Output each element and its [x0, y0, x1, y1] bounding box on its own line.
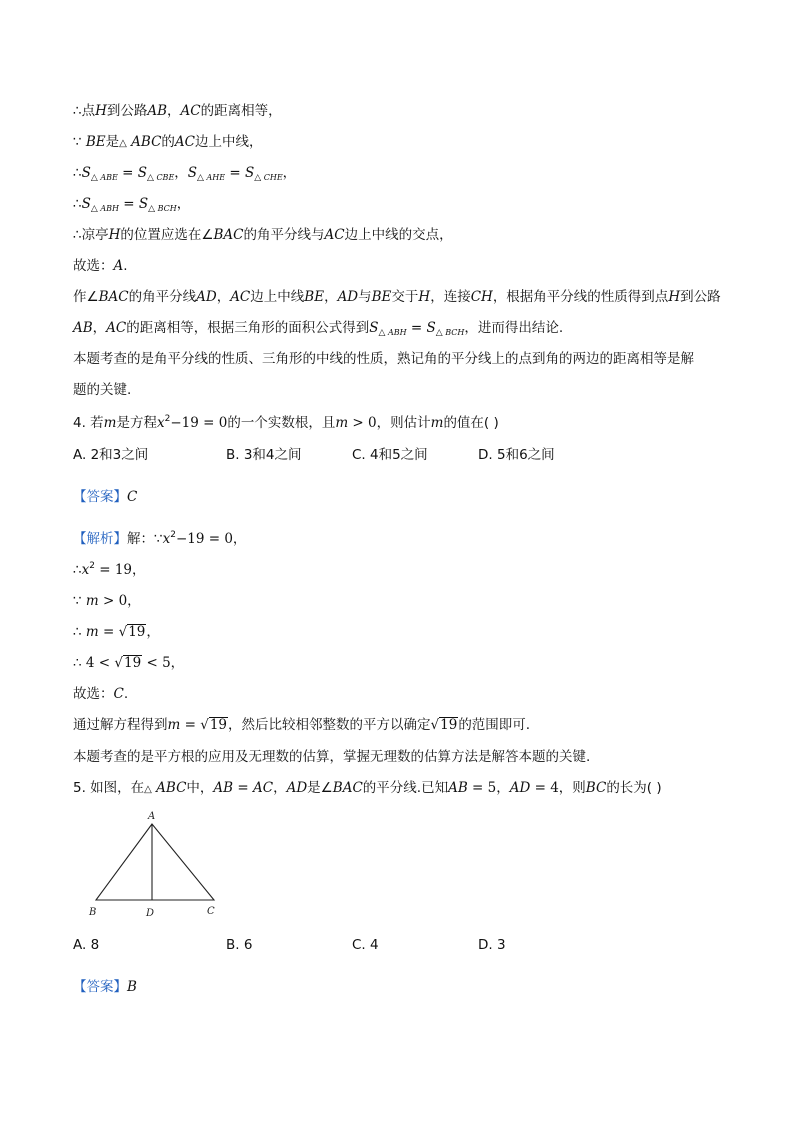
option-c[interactable]: C. 4 [352, 937, 379, 953]
answer-5 [73, 978, 137, 996]
text-line [73, 592, 141, 610]
math: BE [371, 289, 392, 305]
math: CH [470, 289, 493, 305]
text: ∴凉亭 [73, 227, 109, 243]
text: 是方程 [116, 415, 157, 431]
label-c: C [207, 906, 215, 917]
math: AC [324, 227, 345, 243]
text: ，连接 [430, 289, 471, 305]
text-line: 本题考查的是角平分线的性质、三角形的中线的性质，熟记角的平分线上的点到角的两边的距离相等是解 [73, 351, 694, 367]
math: H [108, 227, 121, 243]
math: S [81, 196, 91, 212]
text: ∴ [73, 624, 86, 640]
math: AB [147, 103, 168, 119]
text: ，根据角平分线的性质得到点 [492, 289, 669, 305]
option-d[interactable]: D. 5和6之间 [478, 447, 555, 463]
math: x [162, 531, 171, 547]
math: = [233, 780, 253, 796]
superscript: 2 [89, 561, 95, 571]
math: BAC [332, 780, 363, 796]
math: m [430, 415, 444, 431]
math: S [187, 165, 198, 181]
text: 到公路 [680, 289, 721, 305]
text: 的一个实数根，且 [227, 415, 336, 431]
text-line [73, 257, 128, 275]
math: AB [73, 320, 93, 336]
answer-tag: 【答案】 [73, 979, 127, 995]
math: BAC [98, 289, 129, 305]
math: AC [174, 134, 196, 150]
math: = 19， [94, 562, 146, 578]
math: m [335, 415, 349, 431]
math: H [418, 289, 431, 305]
subscript: BCH [445, 328, 465, 337]
text: 的位置应选在∠ [120, 227, 214, 243]
answer-tag: 【答案】 [73, 489, 127, 505]
text: . [123, 686, 129, 702]
sqrt-symbol: √ [430, 717, 440, 733]
text: ， [324, 289, 338, 305]
text: 4. 若 [73, 415, 104, 431]
answer-value: B [127, 979, 137, 995]
sqrt-symbol: √ [118, 624, 128, 640]
option-a[interactable]: A. 2和3之间 [73, 447, 149, 463]
text-line [73, 623, 160, 641]
text: ， [146, 624, 160, 640]
label-b: B [89, 907, 97, 918]
math: < 5， [142, 655, 185, 671]
subscript: ABH [100, 204, 119, 213]
radicand: 19 [123, 655, 142, 671]
math: BC [585, 780, 607, 796]
question-4-options [73, 446, 633, 464]
text: ，进而得出结论. [464, 320, 564, 336]
text-line [73, 102, 282, 120]
text: 故选： [73, 258, 114, 274]
math: BAC [213, 227, 244, 243]
text-line: 题的关键. [73, 382, 132, 398]
text-line [73, 288, 721, 306]
math: x [81, 562, 90, 578]
text: ， [216, 289, 231, 305]
math: = [180, 717, 201, 733]
math: H [95, 103, 107, 119]
text: 到公路 [106, 103, 148, 119]
text: 解：∵ [127, 531, 163, 547]
text: = [117, 165, 138, 181]
triangle-symbol: △ [119, 138, 127, 149]
triangle-figure [84, 806, 224, 922]
math: > 0 [348, 415, 377, 431]
option-b[interactable]: B. 3和4之间 [226, 447, 302, 463]
math: = 4，则 [530, 780, 586, 796]
math: AB [448, 780, 468, 796]
text: ∴ [73, 165, 82, 181]
triangle-symbol: △ [197, 173, 204, 183]
radicand: 19 [440, 717, 458, 733]
subscript: CHE [263, 173, 283, 182]
math: S [138, 196, 149, 212]
subscript: AHE [206, 173, 226, 182]
text-line [73, 319, 563, 339]
math: AC [106, 320, 127, 336]
math: BE [304, 289, 325, 305]
text: ∴ [73, 196, 82, 212]
explanation-header [73, 530, 246, 550]
radicand: 19 [209, 717, 228, 733]
text-line: 本题考查的是平方根的应用及无理数的估算，掌握无理数的估算方法是解答本题的关键. [73, 749, 591, 765]
text: 边上中线的交点， [344, 227, 453, 243]
text-line [73, 195, 190, 215]
text: ，则估计 [376, 415, 431, 431]
math: −19 = 0 [170, 415, 228, 431]
sqrt-symbol: √ [114, 655, 123, 671]
math: −19 = 0， [175, 531, 247, 547]
text-line [73, 226, 453, 244]
math: AD [286, 780, 308, 796]
triangle-symbol: △ [144, 784, 152, 795]
text-line [73, 654, 184, 672]
triangle-symbol: △ [146, 173, 154, 183]
text: . [123, 258, 128, 274]
text: 的角平分线 [128, 289, 197, 305]
math: AD [509, 780, 531, 796]
math: S [369, 320, 379, 336]
text: ， [174, 165, 188, 181]
triangle-symbol: △ [90, 204, 98, 214]
math: = 5， [467, 780, 510, 796]
superscript: 2 [164, 414, 171, 424]
math: m [103, 415, 117, 431]
text: 边上中线 [250, 289, 305, 305]
text-line [73, 133, 263, 153]
sqrt-symbol: √ [200, 717, 209, 733]
math: AB [213, 780, 234, 796]
text-line [73, 561, 146, 581]
text: 故选： [73, 686, 114, 702]
text: ， [282, 165, 297, 181]
text: 的范围即可. [458, 717, 531, 733]
triangle-symbol: △ [378, 328, 386, 338]
subscript: ABH [387, 328, 407, 337]
text: ， [176, 196, 191, 212]
text: ∵ [73, 593, 86, 609]
math: ABC [131, 134, 162, 150]
text-line [73, 716, 530, 734]
option-c[interactable]: C. 4和5之间 [352, 447, 428, 463]
subscript: BCH [157, 204, 177, 213]
triangle-abc [96, 824, 214, 900]
text: 的值在( ) [443, 415, 499, 431]
math: AC [230, 289, 251, 305]
answer-4 [73, 488, 137, 506]
text: ， [92, 320, 107, 336]
text: 是∠ [307, 780, 333, 796]
math: m [85, 624, 99, 640]
text: 中， [186, 780, 214, 796]
math: S [245, 165, 255, 181]
text: 的平分线.已知 [362, 780, 449, 796]
option-d[interactable]: D. 3 [478, 937, 506, 953]
text: ， [167, 103, 181, 119]
text-line [73, 685, 128, 703]
text: 的长为( ) [606, 780, 662, 796]
option-a[interactable]: A. 8 [73, 937, 100, 953]
math: C [113, 686, 124, 702]
text: 与 [358, 289, 372, 305]
triangle-symbol: △ [254, 173, 262, 183]
triangle-symbol: △ [148, 204, 156, 214]
text: ，然后比较相邻整数的平方以确定 [228, 717, 431, 733]
text: 交于 [391, 289, 419, 305]
text: 通过解方程得到 [73, 717, 168, 733]
text-line [73, 164, 296, 184]
text: = [118, 196, 139, 212]
text: 5. 如图，在 [73, 780, 145, 796]
answer-value: C [127, 489, 138, 505]
text: 的 [161, 134, 175, 150]
text: 的距离相等，根据三角形的面积公式得到 [126, 320, 370, 336]
math: ABC [156, 780, 187, 796]
triangle-symbol: △ [435, 328, 443, 338]
text: = [406, 320, 427, 336]
question-5-options [73, 936, 633, 954]
math: AC [253, 780, 274, 796]
math: m [85, 593, 99, 609]
superscript: 2 [170, 530, 176, 540]
text: ， [273, 780, 287, 796]
label-d: D [146, 908, 155, 919]
math: > 0， [98, 593, 141, 609]
math: S [81, 165, 91, 181]
math: AD [337, 289, 359, 305]
text: 边上中线， [195, 134, 263, 150]
math: AC [180, 103, 201, 119]
text: 的角平分线与 [243, 227, 325, 243]
text: 作∠ [73, 289, 99, 305]
option-b[interactable]: B. 6 [226, 937, 253, 953]
math: A [113, 258, 124, 274]
label-a: A [148, 811, 156, 822]
question-4 [73, 414, 499, 434]
math: m [167, 717, 181, 733]
math: BE [85, 134, 106, 150]
question-5 [73, 779, 662, 799]
triangle-symbol: △ [90, 173, 98, 183]
math: = [98, 624, 119, 640]
subscript: CBE [156, 173, 175, 182]
math: x [156, 415, 165, 431]
math: H [668, 289, 681, 305]
text: ∴ [73, 562, 82, 578]
radicand: 19 [128, 624, 146, 640]
math: S [137, 165, 147, 181]
text: ∵ [73, 134, 86, 150]
text: ∴点 [73, 103, 96, 119]
explanation-tag: 【解析】 [73, 531, 127, 547]
text: 是 [105, 134, 120, 150]
text: = [225, 165, 245, 181]
text: 的距离相等， [200, 103, 282, 119]
subscript: ABE [100, 173, 118, 182]
math: AD [196, 289, 217, 305]
math: ∴ 4 < [73, 655, 115, 671]
math: S [426, 320, 436, 336]
